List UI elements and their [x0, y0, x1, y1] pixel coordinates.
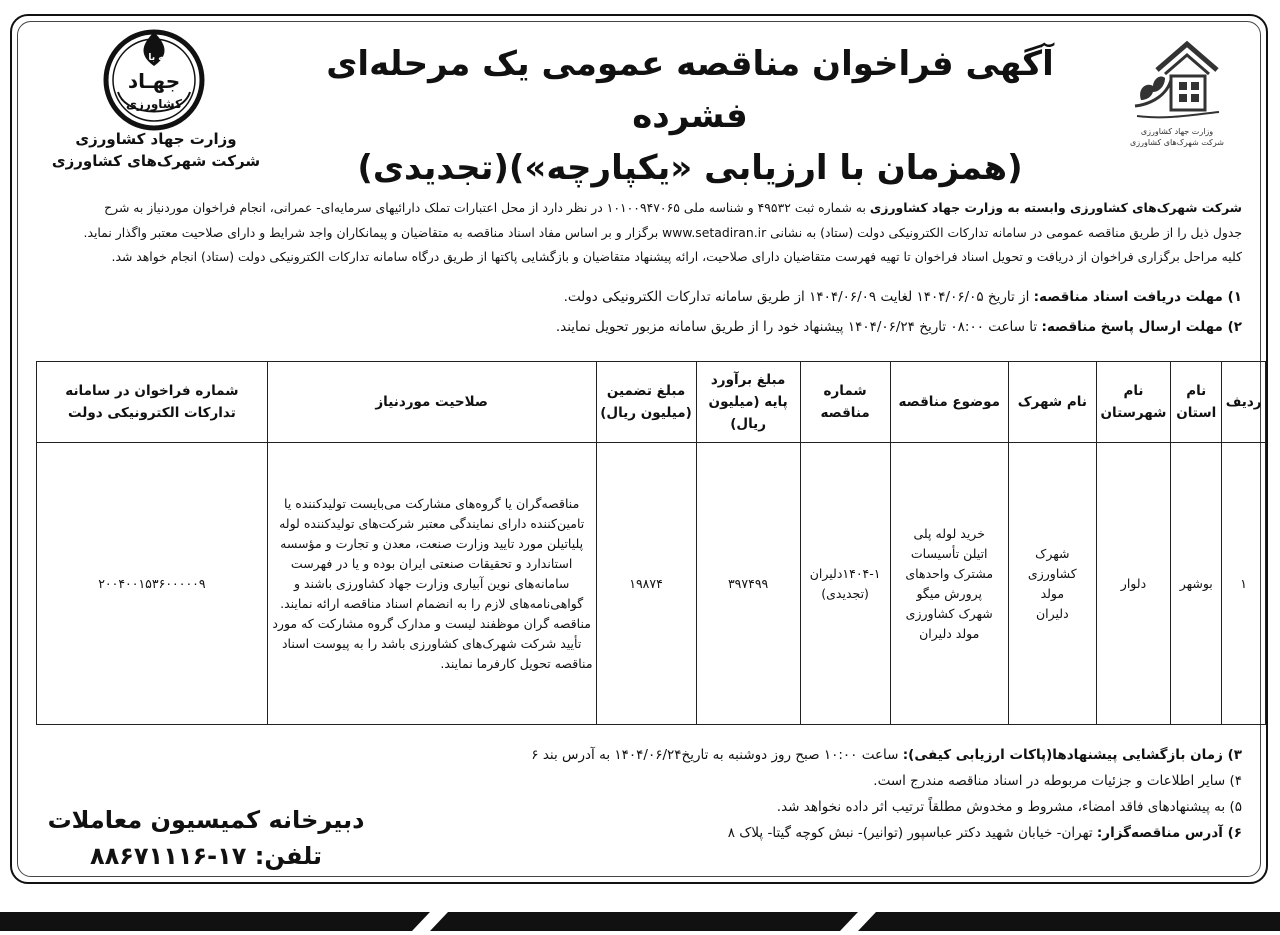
- svg-text:همه با هم: همه با هم: [131, 53, 177, 63]
- header-province: نام استان: [1171, 362, 1222, 443]
- item-address-label: ۶) آدرس مناقصه‌گزار:: [1096, 825, 1242, 841]
- cell-tender-number: ۱۴۰۴-۱دلیران (تجدیدی): [800, 443, 890, 725]
- item-address-text: تهران- خیابان شهید دکتر عباسپور (توانیر)- نبش کوچه گیتا- پلاک ۸: [727, 825, 1097, 841]
- item-opening-time-label: ۳) زمان بازگشایی پیشنهادها(پاکات ارزیابی کیفی):: [902, 747, 1242, 763]
- cell-province: بوشهر: [1171, 443, 1222, 725]
- header-row-number: ردیف: [1222, 362, 1266, 443]
- deadline-response: [556, 316, 1242, 338]
- agri-towns-logo-text-2: شرکت شهرک‌های کشاورزی: [1130, 138, 1224, 147]
- header-town: نام شهرک: [1008, 362, 1096, 443]
- cell-county: دلوار: [1096, 443, 1170, 725]
- header-county: نام شهرستان: [1096, 362, 1170, 443]
- item-more-info-text: ۴) سایر اطلاعات و جزئیات مربوطه در اسناد مناقصه مندرج است.: [873, 773, 1242, 789]
- org-block: [40, 128, 272, 172]
- bottom-decorative-bar: [0, 908, 1280, 931]
- jahad-keshavarzi-logo: [100, 26, 208, 134]
- secretariat-phone: تلفن: ۱۷-۸۸۶۷۱۱۱۶: [89, 842, 323, 870]
- company-name: شرکت شهرک‌های کشاورزی: [51, 152, 261, 170]
- intro-line-3: کلیه مراحل برگزاری فراخوان از دریافت و تحویل اسناد فراخوان تا تهیه فهرست متقاضیان دارای صلاحیت، ارائه پیشنهاد متقاضیان و بازگشایی پاکتها از طریق درگاه سامانه تدارکات الکترونیکی دولت (ستاد) انجام خواهد شد.: [111, 249, 1242, 264]
- intro-line-1-rest: به شماره ثبت ۴۹۵۳۲ و شناسه ملی ۱۰۱۰۰۹۴۷۰۶۵ در نظر دارد از محل اعتبارات تملک دارائیهای سرمایه‌ای- عمرانی، انجام فراخوان موردنیاز به شرح: [104, 200, 870, 215]
- item-more-info: [342, 768, 1242, 794]
- header-setad-number: شماره فراخوان در سامانه تدارکات الکترونیکی دولت: [37, 362, 268, 443]
- cell-subject: خرید لوله پلی اتیلن تأسیسات مشترک واحدهای پرورش میگو شهرک کشاورزی مولد دلیران: [890, 443, 1008, 725]
- deadline-documents-label: ۱) مهلت دریافت اسناد مناقصه:: [1033, 289, 1242, 305]
- deadline-response-text: تا ساعت ۰۸:۰۰ تاریخ ۱۴۰۴/۰۶/۲۴ پیشنهاد خود را از طریق سامانه مزبور تحویل نمایند.: [555, 319, 1042, 335]
- header-qualification: صلاحیت موردنیاز: [267, 362, 596, 443]
- item-address: [342, 820, 1242, 846]
- title-line-1: آگهی فراخوان مناقصه عمومی یک مرحله‌ای فشرده: [326, 44, 1054, 136]
- cell-guarantee: ۱۹۸۷۴: [596, 443, 696, 725]
- agri-towns-logo-text-1: وزارت جهاد کشاورزی: [1140, 127, 1214, 136]
- svg-text:جهـاد: جهـاد: [127, 69, 181, 93]
- intro-paragraph: [34, 196, 1242, 270]
- cell-qualification: مناقصه‌گران یا گروه‌های مشارکت می‌بایست تولیدکننده یا تامین‌کننده دارای نمایندگی معتبر شرکت‌های تولیدکننده لوله پلیاتیلن مورد تایید وزارت صنعت، معدن و تجارت و مؤسسه استاندارد و تحقیقات صنعتی ایران بوده و یا در فهرست سامانه‌های نوین آبیاری وزارت جهاد کشاورزی باشند و گواهی‌نامه‌های لازم را به انضمام اسناد مناقصه ارائه نمایند. مناقصه گران موظفند لیست و مدارک گروه مشارکت که مورد تأیید شرکت شهرک‌های کشاورزی باشد را به پیوست اسناد مناقصه تحویل کارفرما نمایند.: [267, 443, 596, 725]
- secretariat-title: دبیرخانه کمیسیون معاملات: [47, 806, 365, 834]
- header-subject: موضوع مناقصه: [890, 362, 1008, 443]
- table-row: [37, 443, 1266, 725]
- item-opening-time: [342, 742, 1242, 768]
- header-tender-number: شماره مناقصه: [800, 362, 890, 443]
- cell-town: شهرک کشاورزی مولد دلیران: [1008, 443, 1096, 725]
- deadline-documents-text: از تاریخ ۱۴۰۴/۰۶/۰۵ لغایت ۱۴۰۴/۰۶/۰۹ از طریق سامانه تدارکات الکترونیکی دولت.: [563, 289, 1034, 305]
- page-title: [290, 38, 1090, 194]
- item-invalid-bids-text: ۵) به پیشنهادهای فاقد امضاء، مشروط و مخدوش مطلقاً ترتیب اثر داده نخواهد شد.: [776, 799, 1242, 815]
- table-header-row: [37, 362, 1266, 443]
- building-leaf-icon: [1127, 30, 1227, 122]
- title-line-2: (همزمان با ارزیابی «یکپارچه»)(تجدیدی): [357, 148, 1023, 188]
- secretariat-block: [46, 802, 366, 874]
- tender-table: [36, 361, 1266, 725]
- header-estimate: مبلغ برآورد پایه (میلیون ریال): [696, 362, 800, 443]
- item-opening-time-text: ساعت ۱۰:۰۰ صبح روز دوشنبه به تاریخ۱۴۰۴/۰۶/۲۴ به آدرس بند ۶: [531, 747, 903, 763]
- agri-towns-logo: [1122, 30, 1232, 150]
- cell-setad-number: ۲۰۰۴۰۰۱۵۳۶۰۰۰۰۰۹: [37, 443, 268, 725]
- cell-estimate: ۳۹۷۴۹۹: [696, 443, 800, 725]
- intro-line-1: [34, 196, 1242, 221]
- svg-text:کشاورزی: کشاورزی: [126, 97, 182, 111]
- header-guarantee: مبلغ تضمین (میلیون ریال): [596, 362, 696, 443]
- notice-items: [342, 742, 1242, 846]
- item-invalid-bids: [342, 794, 1242, 820]
- ministry-name: وزارت جهاد کشاورزی: [75, 130, 237, 148]
- deadline-documents: [564, 286, 1242, 308]
- cell-row-number: ۱: [1222, 443, 1266, 725]
- deadline-response-label: ۲) مهلت ارسال پاسخ مناقصه:: [1041, 319, 1242, 335]
- intro-line-2: جدول ذیل را از طریق مناقصه عمومی در سامانه تدارکات الکترونیکی دولت (ستاد) به نشانی www.setadiran.ir برگزار و بر اساس مفاد اسناد مناقصه به متقاضیان و پیمانکاران واجد شرایط و دارای صلاحیت معتبر واگذار نماید.: [83, 224, 1242, 240]
- intro-company-bold: شرکت شهرک‌های کشاورزی وابسته به وزارت جهاد کشاورزی: [869, 200, 1242, 215]
